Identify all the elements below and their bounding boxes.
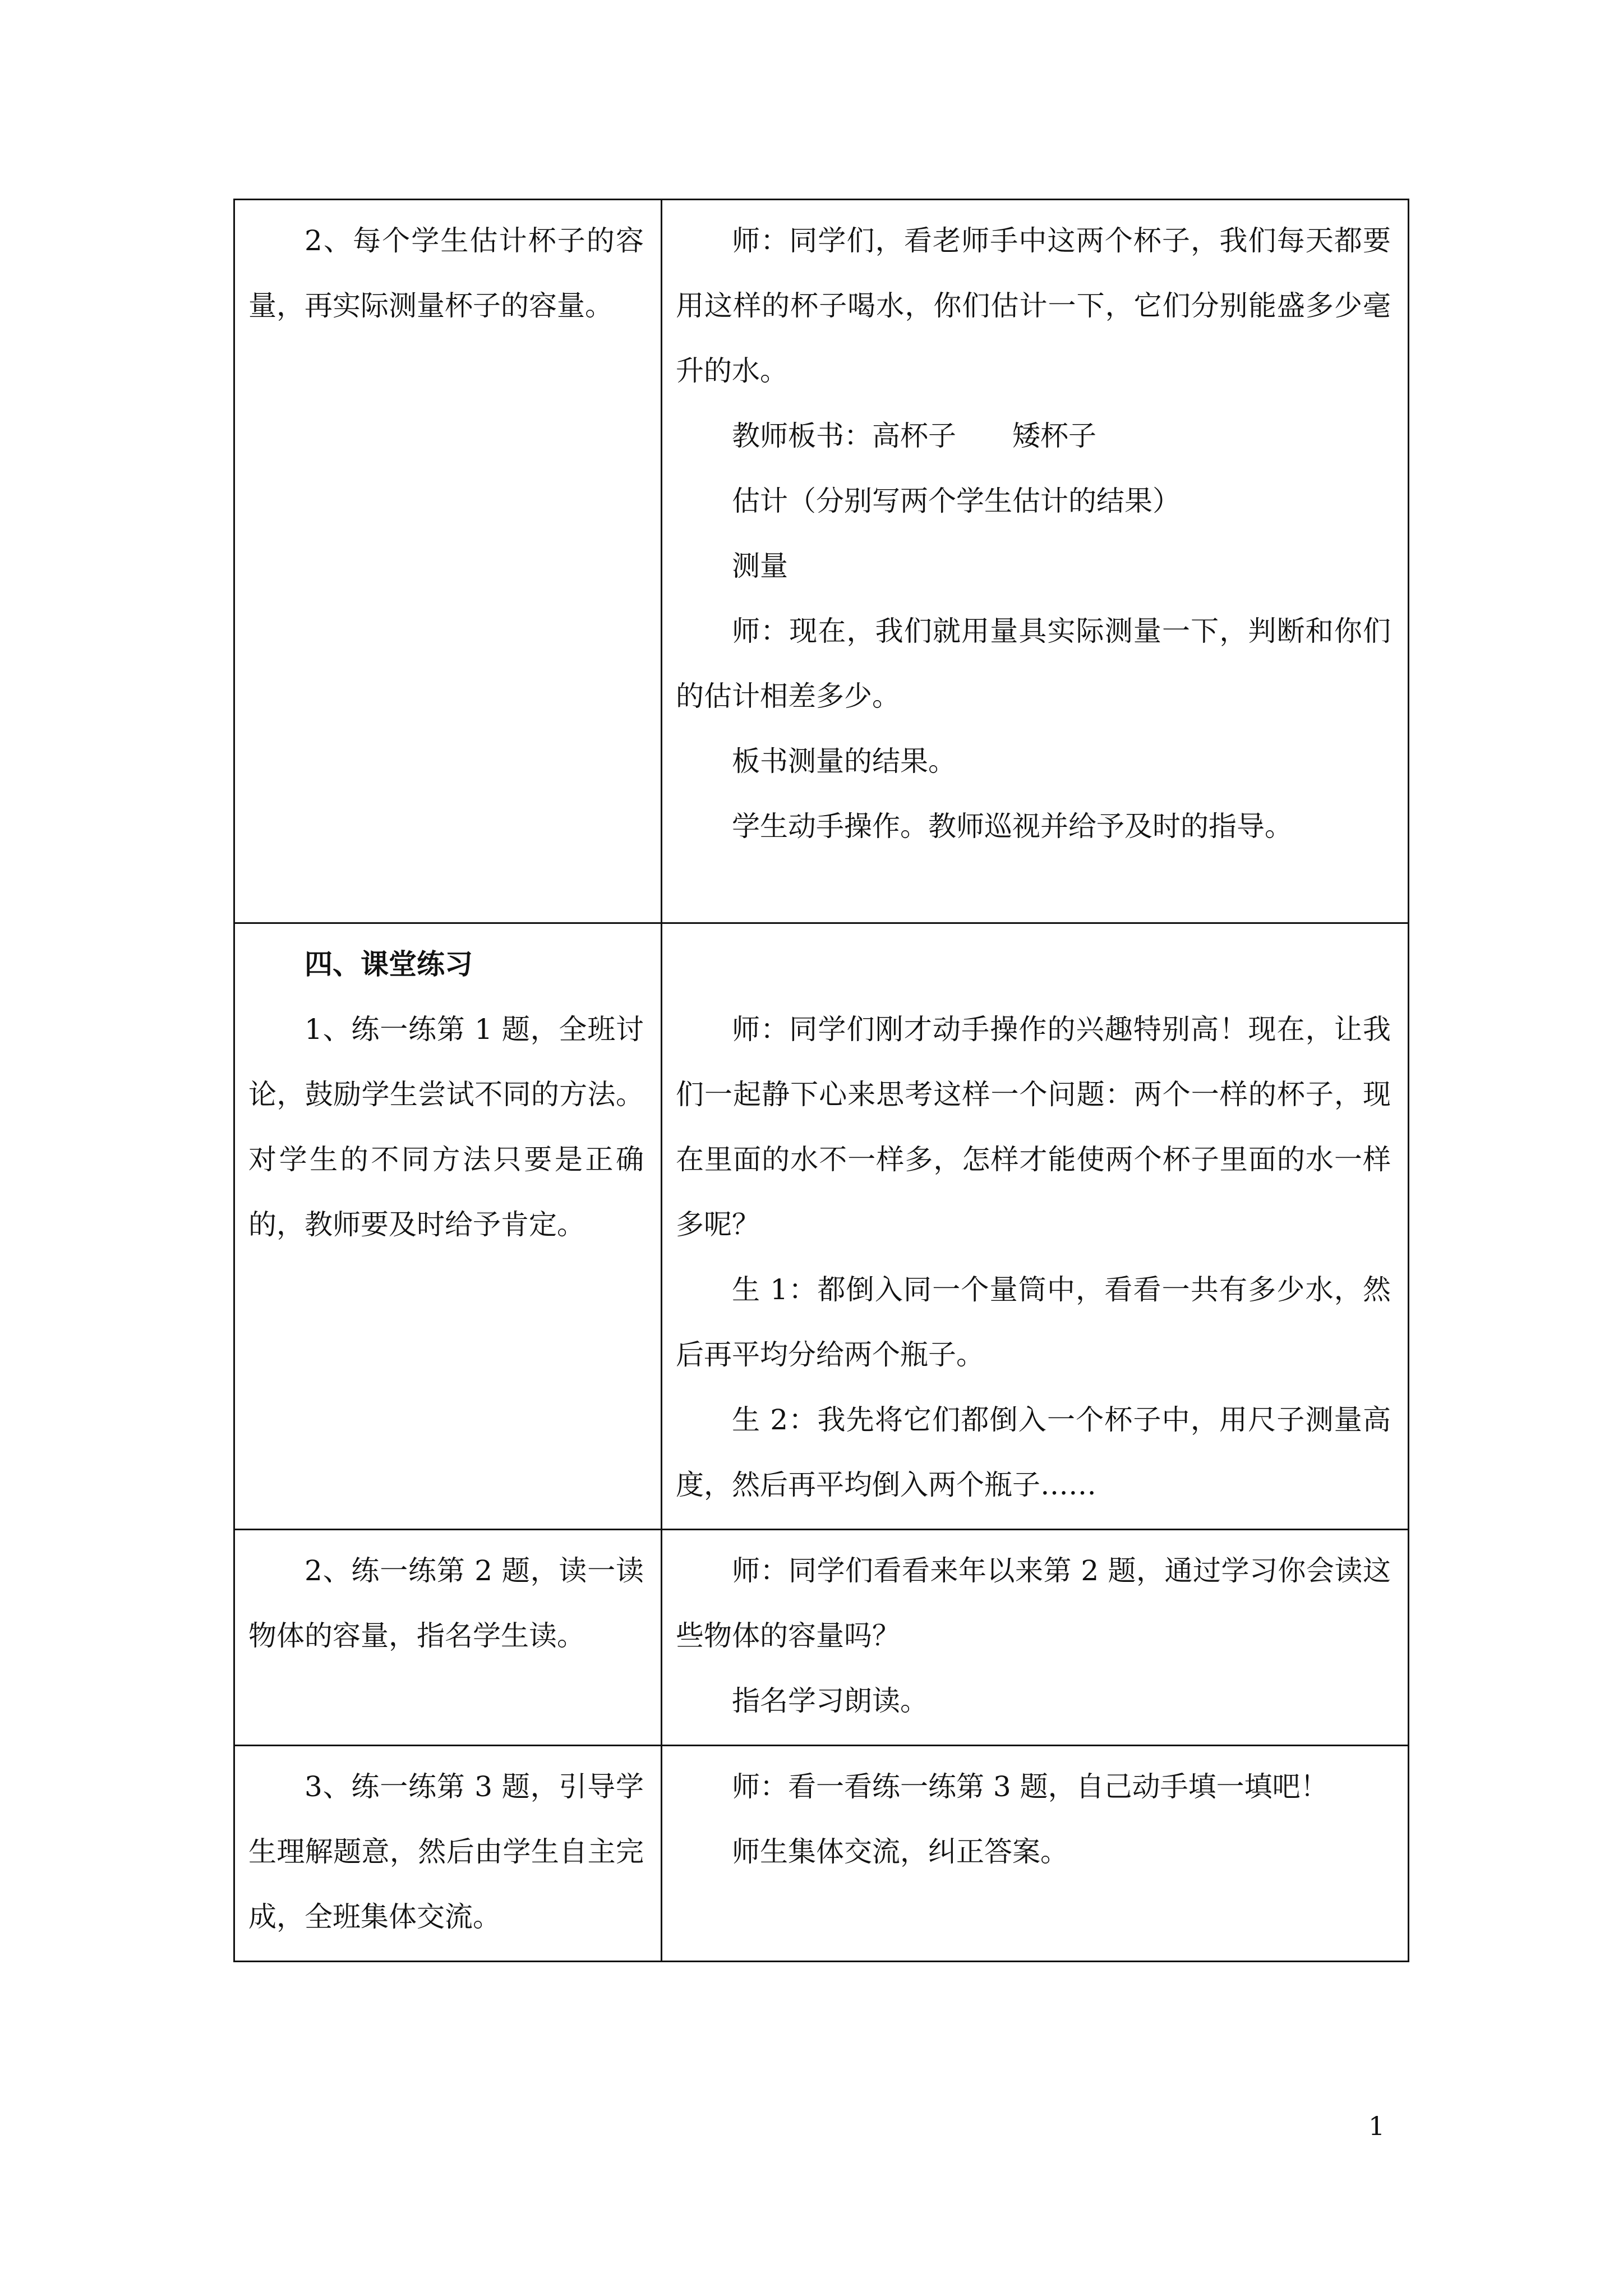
paragraph: 师：看一看练一练第 3 题，自己动手填一填吧！ — [732, 1770, 1329, 1803]
table-row — [234, 923, 1409, 1530]
blank-line — [676, 932, 1391, 997]
table-row — [234, 1746, 1409, 1962]
paragraph: 生 1：都倒入同一个量筒中，看看一共有多少水，然后再平均分给两个瓶子。 — [676, 1273, 1391, 1371]
right-cell — [662, 1530, 1409, 1746]
paragraph: 师：同学们看看来年以来第 2 题，通过学习你会读这些物体的容量吗？ — [676, 1554, 1391, 1652]
paragraph: 师：现在，我们就用量具实际测量一下，判断和你们的估计相差多少。 — [676, 615, 1391, 712]
section-heading: 四、课堂练习 — [305, 947, 473, 981]
paragraph: 教师板书：高杯子 矮杯子 — [732, 420, 1096, 452]
paragraph: 板书测量的结果。 — [732, 745, 956, 777]
left-cell — [234, 923, 662, 1530]
paragraph: 2、练一练第 2 题，读一读物体的容量，指名学生读。 — [248, 1554, 644, 1652]
page-number: 1 — [1368, 2111, 1385, 2141]
lesson-plan-table — [233, 199, 1409, 1962]
paragraph: 师：同学们，看老师手中这两个杯子，我们每天都要用这样的杯子喝水，你们估计一下，它们分别能盛多少毫升的水。 — [676, 224, 1391, 387]
paragraph: 师生集体交流，纠正答案。 — [732, 1835, 1068, 1868]
paragraph: 指名学习朗读。 — [732, 1685, 928, 1717]
paragraph: 2、每个学生估计杯子的容量，再实际测量杯子的容量。 — [248, 224, 644, 322]
paragraph: 师：同学们刚才动手操作的兴趣特别高！现在，让我们一起静下心来思考这样一个问题：两个一样的杯子，现在里面的水不一样多，怎样才能使两个杯子里面的水一样多呢？ — [676, 1013, 1391, 1241]
right-cell — [662, 200, 1409, 923]
paragraph: 估计（分别写两个学生估计的结果） — [732, 485, 1181, 517]
paragraph: 1、练一练第 1 题，全班讨论，鼓励学生尝试不同的方法。对学生的不同方法只要是正确的，教师要及时给予肯定。 — [248, 1013, 644, 1241]
left-cell — [234, 1530, 662, 1746]
paragraph: 3、练一练第 3 题，引导学生理解题意，然后由学生自主完成，全班集体交流。 — [248, 1770, 644, 1933]
left-cell — [234, 1746, 662, 1962]
right-cell — [662, 923, 1409, 1530]
paragraph: 生 2：我先将它们都倒入一个杯子中，用尺子测量高度，然后再平均倒入两个瓶子…… — [676, 1404, 1391, 1501]
paragraph: 学生动手操作。教师巡视并给予及时的指导。 — [732, 810, 1293, 843]
paragraph: 测量 — [732, 550, 788, 582]
left-cell — [234, 200, 662, 923]
right-cell — [662, 1746, 1409, 1962]
table-row — [234, 200, 1409, 923]
table-row — [234, 1530, 1409, 1746]
